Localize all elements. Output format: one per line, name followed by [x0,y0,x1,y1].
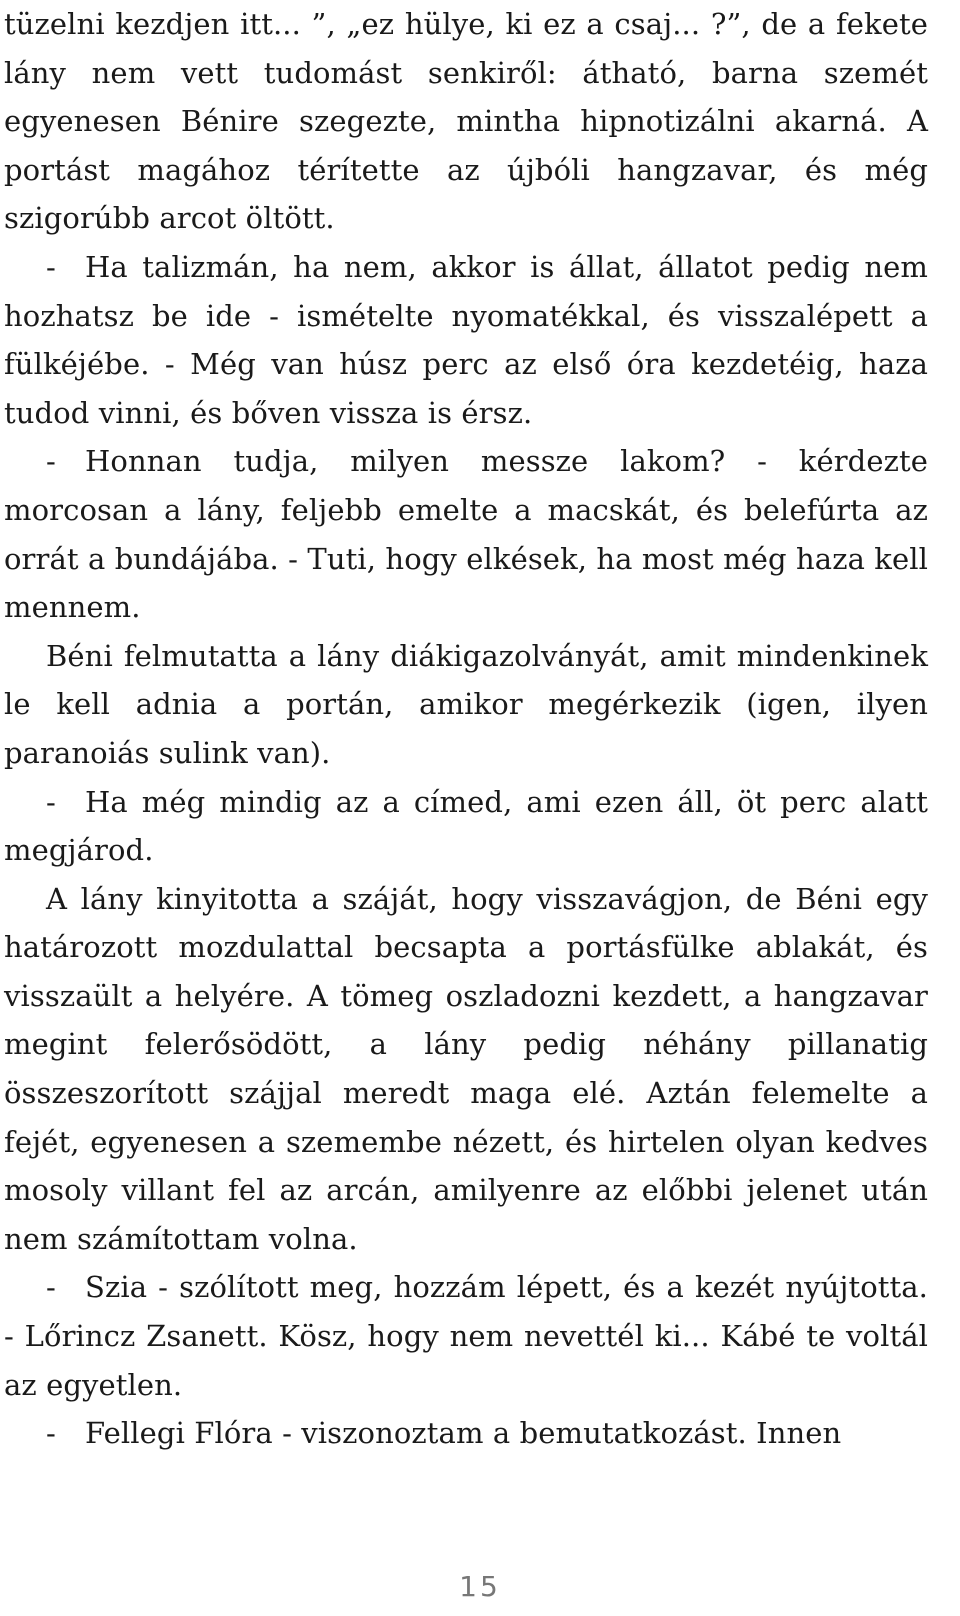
body-text [4,0,928,1458]
paragraph-2: - Ha talizmán, ha nem, akkor is állat, állatot pedig nem hozhatsz be ide - ismételte nyomatékkal, és visszalépett a fülkéjébe. - Még van húsz perc az első óra kezdetéig, haza tudod vinni, és bőven vissza is érsz. [4,249,928,430]
paragraph-7: - Szia - szólított meg, hozzám lépett, és a kezét nyújtotta. - Lőrincz Zsanett. Kösz, hogy nem nevettél ki... Kábé te voltál az egyetlen. [4,1270,928,1402]
page-number: 15 [459,1570,501,1603]
paragraph-1: tüzelni kezdjen itt... ”, „ez hülye, ki ez a csaj... ?”, de a fekete lány nem vett tudomást senkiről: áthatό, barna szemét egyenesen Bénire szegezte, mintha hipnotizálni akarná. A portást magához térítette az újbóli hangzavar, és még szigorúbb arcot öltött. [4,7,928,236]
paragraph-6: A lány kinyitotta a száját, hogy visszavágjon, de Béni egy határozott mozdulattal becsapta a portásfülke ablakát, és visszaült a helyére. A tömeg oszladozni kezdett, a hangzavar megint felerősödött, a lány pedig néhány pillanatig összeszorított szájjal meredt maga elé. Aztán felemelte a fejét, egyenesen a szemembe nézett, és hirtelen olyan kedves mosoly villant fel az arcán, amilyenre az előbbi jelenet után nem számítottam volna. [4,881,928,1256]
paragraph-3: - Honnan tudja, milyen messze lakom? - kérdezte morcosan a lány, feljebb emelte a macskát, és belefúrta az orrát a bundájába. - Tuti, hogy elkések, ha most még haza kell mennem. [4,444,928,625]
paragraph-8: - Fellegi Flóra - viszonoztam a bemutatkozást. Innen [46,1416,842,1451]
paragraph-5: - Ha még mindig az a címed, ami ezen áll, öt perc alatt megjárod. [4,784,928,868]
paragraph-4: Béni felmutatta a lány diákigazolványát, amit mindenkinek le kell adnia a portán, amikor megérkezik (igen, ilyen paranoiás sulink van). [4,638,928,770]
